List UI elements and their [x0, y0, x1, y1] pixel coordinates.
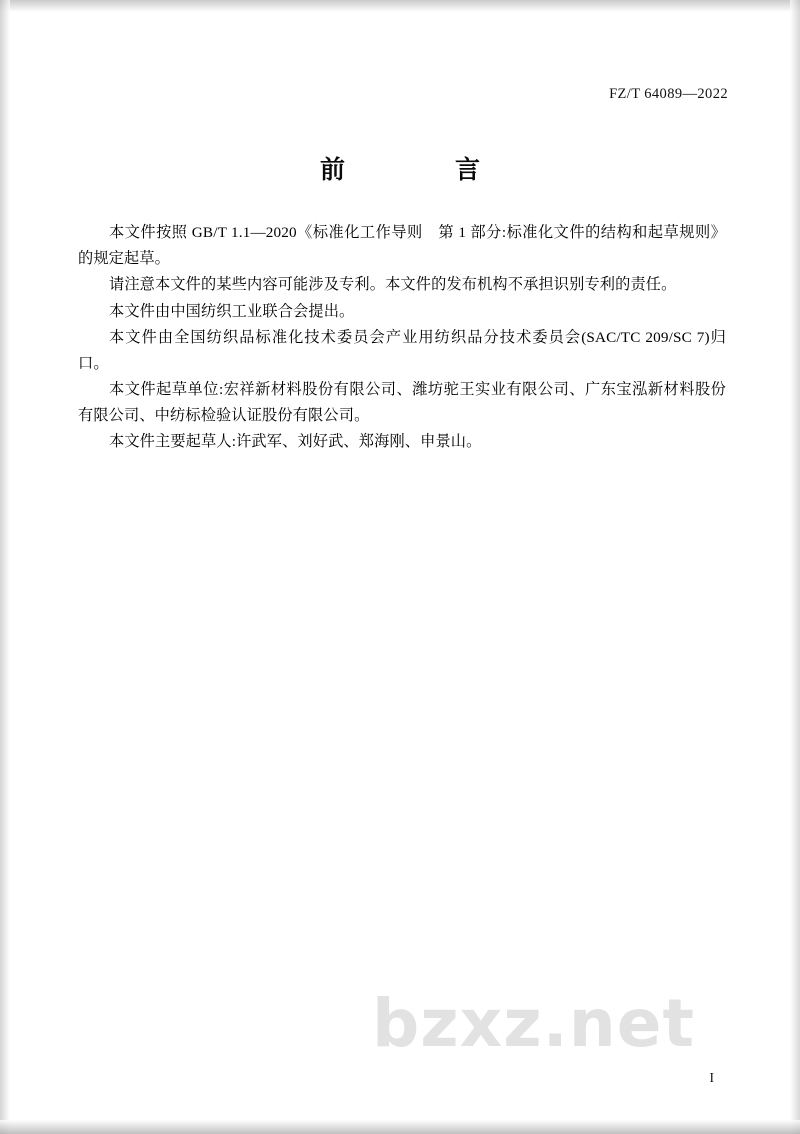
page-title: 前 言 — [319, 155, 500, 184]
paragraph: 本文件主要起草人:许武军、刘好武、郑海刚、申景山。 — [109, 433, 482, 450]
page-edge-top — [0, 0, 800, 12]
foreword-body — [78, 220, 726, 456]
paragraph: 本文件由中国纺织工业联合会提出。 — [109, 302, 355, 320]
paragraph: 本文件起草单位:宏祥新材料股份有限公司、潍坊驼王实业有限公司、广东宝泓新材料股份有限公司、中纺标检验认证股份有限公司。 — [78, 381, 726, 424]
page-number: I — [709, 1070, 714, 1085]
paragraph: 本文件按照 GB/T 1.1—2020《标准化工作导则 第 1 部分:标准化文件的结构和起草规则》的规定起草。 — [78, 224, 726, 267]
standard-code-header: FZ/T 64089—2022 — [609, 86, 728, 102]
paragraph: 请注意本文件的某些内容可能涉及专利。本文件的发布机构不承担识别专利的责任。 — [109, 276, 677, 293]
page-edge-bottom — [0, 1120, 800, 1134]
watermark: bzxz.net — [372, 985, 696, 1062]
paragraph: 本文件由全国纺织品标准化技术委员会产业用纺织品分技术委员会(SAC/TC 209/SC 7)归口。 — [78, 329, 726, 372]
